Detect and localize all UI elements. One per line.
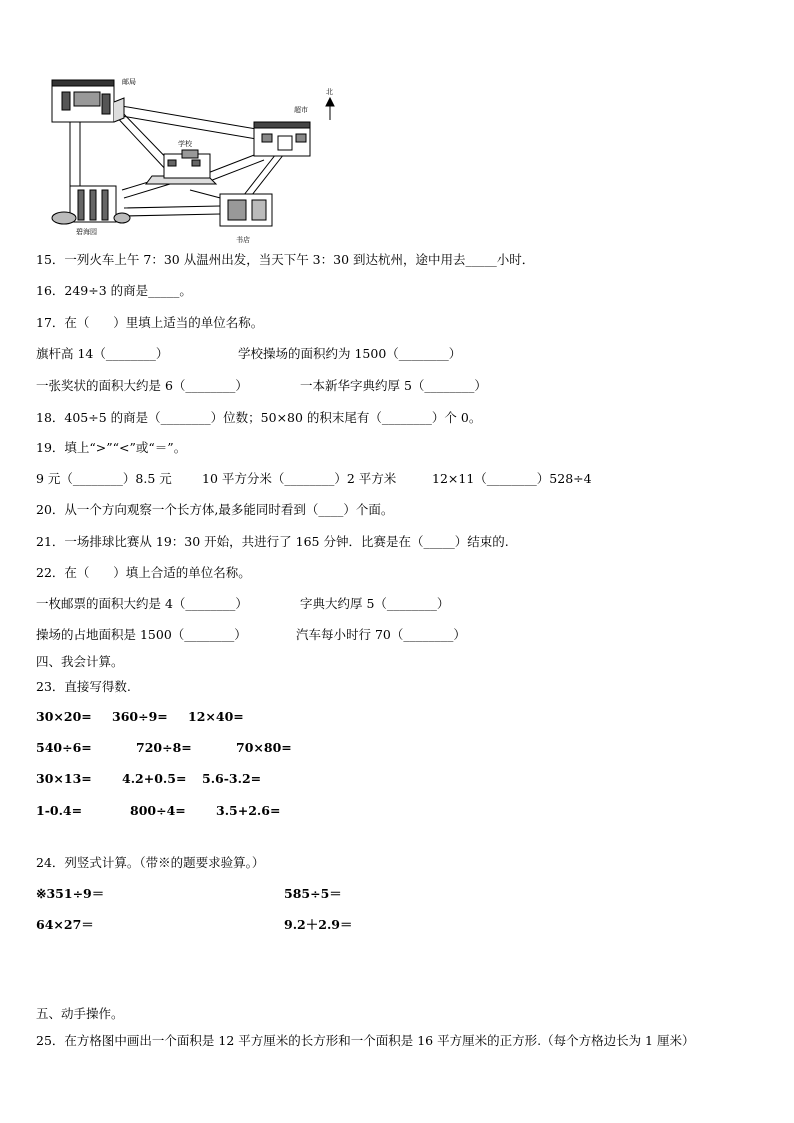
section-4-heading: 四、我会计算。 [36,654,124,669]
question-17-title: 17．在（ ）里填上适当的单位名称。 [36,315,264,330]
section-5-heading: 五、动手操作。 [36,1006,124,1021]
question-22-title: 22．在（ ）填上合适的单位名称。 [36,565,251,580]
map-illustration [40,72,340,244]
calc-r1-c3: 12×40= [188,709,244,724]
question-22-item-stamp: 一枚邮票的面积大约是 4（________） [36,596,248,611]
question-17-item-playground: 学校操场的面积约为 1500（________） [238,346,462,361]
park-building [52,186,130,224]
calc-r2-c1: 540÷6= [36,740,92,755]
supermarket-building [254,122,310,156]
vertical-calc-a: ※351÷9＝ [36,886,105,901]
question-22-item-car: 汽车每小时行 70（________） [296,627,466,642]
question-22-item-dictionary: 字典大约厚 5（________） [300,596,450,611]
question-19-item-c: 12×11（________）528÷4 [432,471,592,486]
question-15: 15．一列火车上午 7：30 从温州出发，当天下午 3：30 到达杭州，途中用去_____小时． [36,252,535,267]
calc-r2-c3: 70×80= [236,740,292,755]
question-18: 18．405÷5 的商是（________）位数；50×80 的积末尾有（________）个 0。 [36,410,482,425]
question-22-item-playground: 操场的占地面积是 1500（________） [36,627,247,642]
map-label-bookstore: 书店 [236,236,250,244]
question-19-item-a: 9 元（________）8.5 元 [36,471,172,486]
map-label-school: 学校 [178,140,192,148]
vertical-calc-c: 64×27＝ [36,917,94,932]
calc-r4-c2: 800÷4= [130,803,186,818]
question-17-item-dictionary: 一本新华字典约厚 5（________） [300,378,487,393]
question-21: 21．一场排球比赛从 19：30 开始，共进行了 165 分钟．比赛是在（_____）结束的. [36,534,509,549]
question-20: 20．从一个方向观察一个长方体,最多能同时看到（____）个面。 [36,502,394,517]
vertical-calc-d: 9.2＋2.9＝ [284,917,353,932]
calc-r3-c3: 5.6-3.2= [202,771,262,786]
question-17-item-certificate: 一张奖状的面积大约是 6（________） [36,378,248,393]
question-19-item-b: 10 平方分米（________）2 平方米 [202,471,397,486]
vertical-calc-b: 585÷5＝ [284,886,342,901]
calc-r4-c1: 1-0.4= [36,803,83,818]
map-label-park: 碧海园 [76,228,97,236]
post-office-building [52,80,124,122]
bookstore-building [220,194,272,226]
north-arrow-icon [326,98,334,120]
question-25: 25．在方格图中画出一个面积是 12 平方厘米的长方形和一个面积是 16 平方厘米的正方形.（每个方格边长为 1 厘米） [36,1033,695,1048]
question-23-title: 23．直接写得数. [36,679,131,694]
question-24-title: 24．列竖式计算。（带※的题要求验算。） [36,855,265,870]
calc-r2-c2: 720÷8= [136,740,192,755]
calc-r3-c2: 4.2+0.5= [122,771,187,786]
calc-r4-c3: 3.5+2.6= [216,803,281,818]
map-label-post-office: 邮局 [122,78,136,86]
map-label-supermarket: 超市 [294,106,308,114]
school-building [146,150,216,184]
question-16: 16．249÷3 的商是_____。 [36,283,192,298]
calc-r1-c1: 30×20= [36,709,92,724]
calc-r3-c1: 30×13= [36,771,92,786]
map-label-north: 北 [326,88,333,96]
question-17-item-flagpole: 旗杆高 14（________） [36,346,169,361]
calc-r1-c2: 360÷9= [112,709,168,724]
question-19-title: 19．填上“>”“<”或“＝”。 [36,440,187,455]
